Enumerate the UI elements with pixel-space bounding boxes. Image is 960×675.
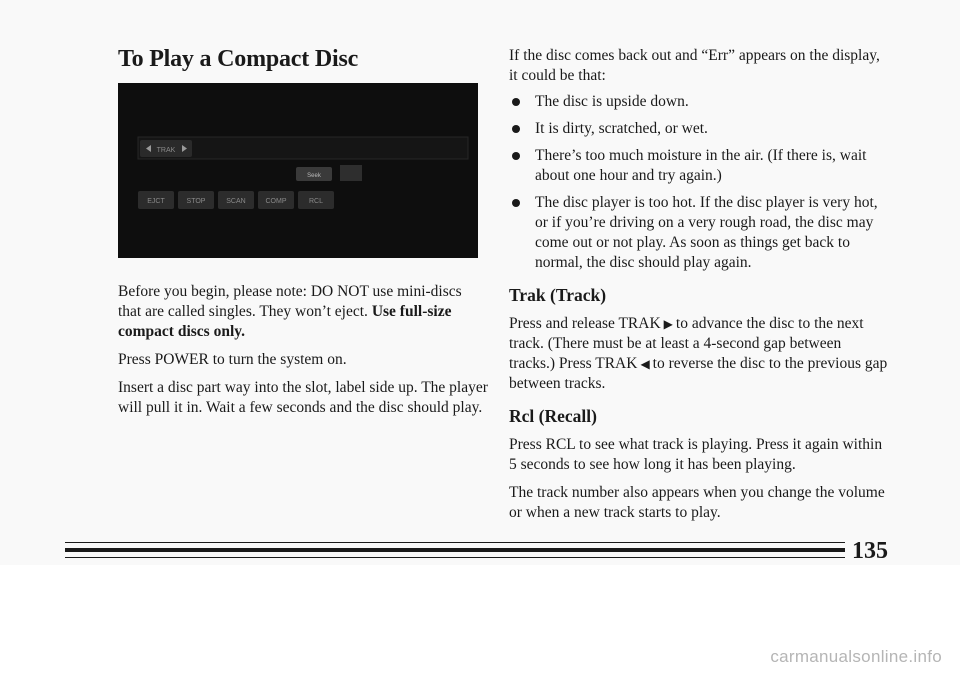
footer-rule-bottom — [65, 557, 845, 558]
page-number: 135 — [852, 538, 888, 564]
bullet-icon — [512, 152, 520, 160]
button-label-scan: SCAN — [226, 198, 246, 205]
rcl-heading: Rcl (Recall) — [509, 406, 597, 426]
footer-rule-thick — [65, 548, 845, 552]
left-body — [118, 282, 488, 426]
err-causes-list — [509, 92, 889, 273]
rcl-paragraph-1: Press RCL to see what track is playing. Press it again within 5 seconds to see how long it has been playing. — [509, 436, 883, 473]
svg-text:Seek: Seek — [307, 173, 321, 179]
page-title: To Play a Compact Disc — [118, 46, 359, 72]
right-arrow-icon: ▶ — [663, 317, 673, 331]
mini-disc-note: Before you begin, please note: DO NOT use mini-discs that are called singles. They won’t eject. Use full-size compact discs only. — [118, 283, 462, 340]
footer-rule-top — [65, 542, 845, 543]
rcl-paragraph-2: The track number also appears when you change the volume or when a new track starts to play. — [509, 484, 885, 521]
button-label-eject: EJCT — [147, 198, 165, 205]
right-column — [509, 46, 889, 531]
bullet-icon — [512, 125, 520, 133]
bullet-icon — [512, 98, 520, 106]
list-item: The disc player is too hot. If the disc player is very hot, or if you’re driving on a very rough road, the disc may come out or not play. As soon as things get back to normal, the disc should play again. — [509, 193, 889, 273]
watermark: carmanualsonline.info — [770, 647, 942, 666]
insert-paragraph: Insert a disc part way into the slot, label side up. The player will pull it in. Wait a few seconds and the disc should play. — [118, 379, 488, 416]
svg-text:TRAK: TRAK — [156, 147, 176, 154]
list-item: It is dirty, scratched, or wet. — [509, 119, 889, 139]
button-label-stop: STOP — [186, 198, 206, 205]
list-item: There’s too much moisture in the air. (If there is, wait about one hour and try again.) — [509, 146, 889, 186]
trak-paragraph: Press and release TRAK ▶ to advance the disc to the next track. (There must be at least a 4-second gap between tracks.) Press TRAK ◀ to reverse the disc to the previous gap between tracks. — [509, 315, 888, 392]
button-label-rcl: RCL — [308, 198, 324, 205]
radio-panel-photo — [118, 83, 478, 258]
full-size-emphasis: Use full-size compact discs only. — [118, 303, 452, 340]
left-column — [118, 46, 493, 73]
list-item: The disc is upside down. — [509, 92, 889, 112]
button-label-comp: COMP — [265, 198, 287, 205]
bullet-icon — [512, 199, 520, 207]
radio-panel-illustration — [118, 83, 478, 258]
cd-buttons-row — [138, 191, 334, 209]
trak-button-photo — [140, 140, 192, 157]
trak-heading: Trak (Track) — [509, 285, 607, 305]
left-arrow-icon: ◀ — [640, 357, 650, 371]
power-paragraph: Press POWER to turn the system on. — [118, 351, 347, 368]
err-intro: If the disc comes back out and “Err” appears on the display, it could be that: — [509, 47, 880, 84]
